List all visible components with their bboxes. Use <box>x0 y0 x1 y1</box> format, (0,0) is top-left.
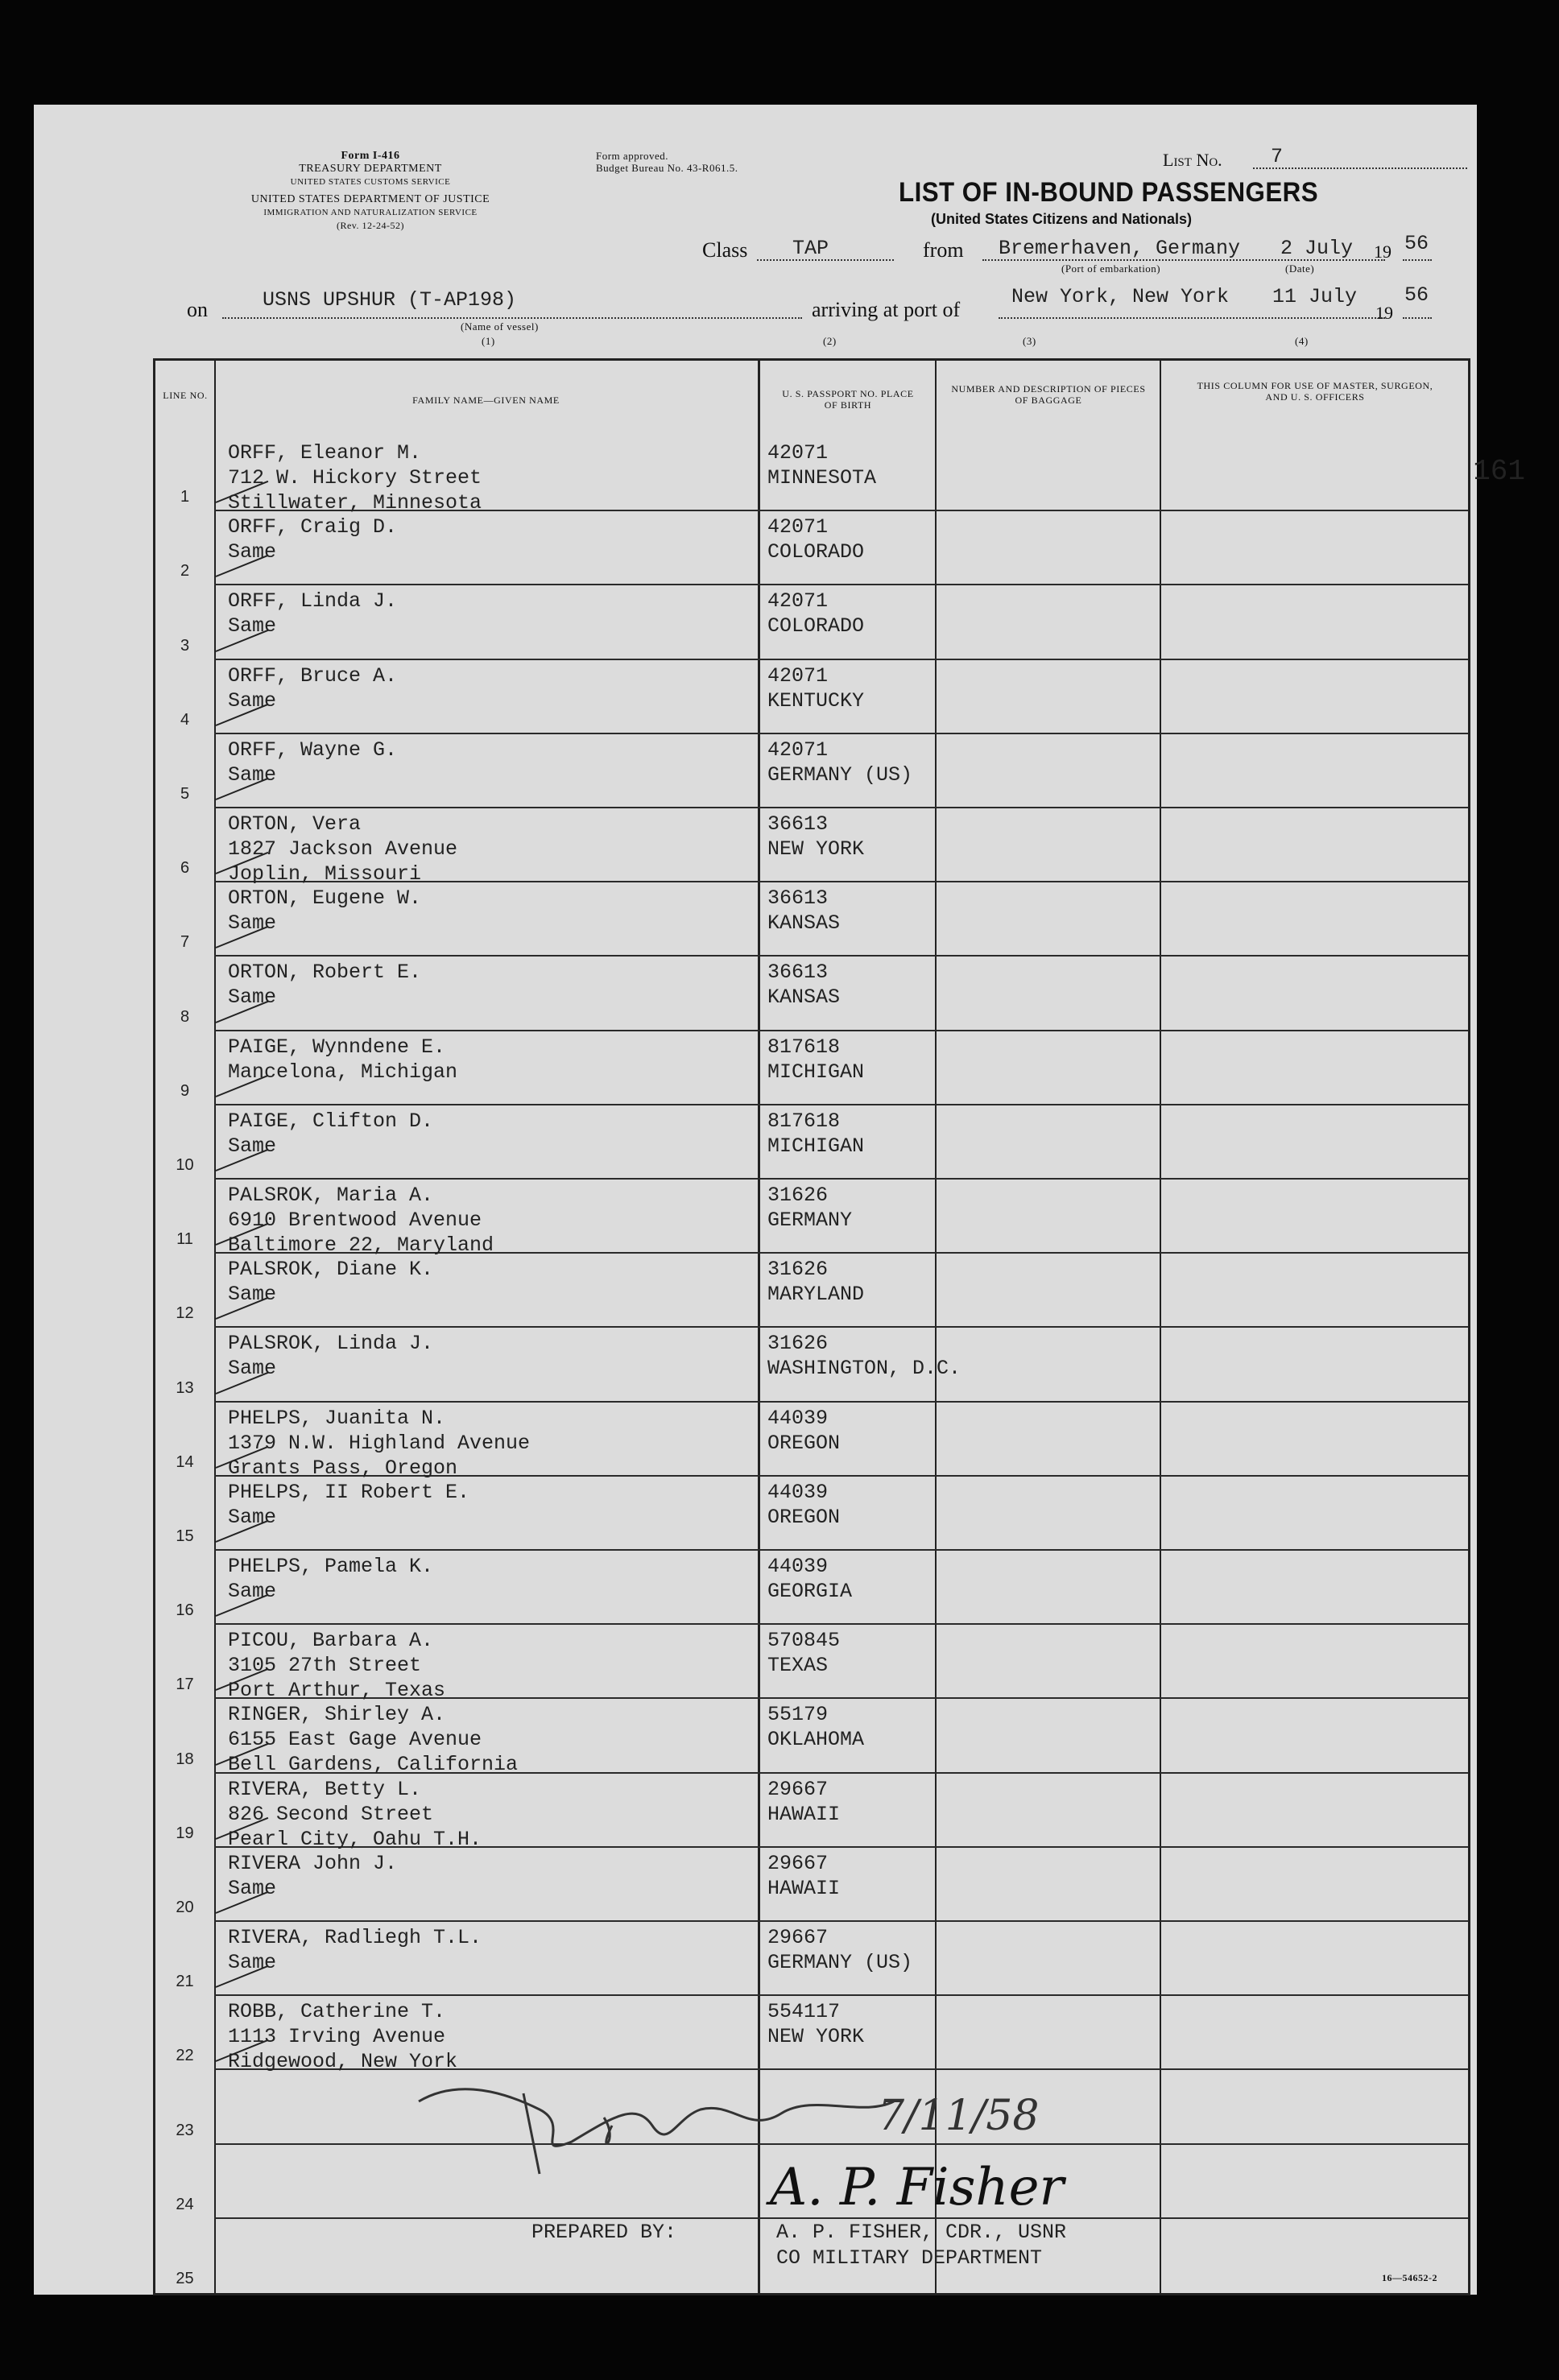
line-number: 7 <box>180 933 190 952</box>
table-row <box>155 1254 1468 1328</box>
vessel-caption: (Name of vessel) <box>461 320 539 333</box>
passenger-name: PALSROK, Diane K. <box>228 1258 434 1282</box>
table-row <box>155 882 1468 957</box>
passenger-name: RIVERA, Radliegh T.L. <box>228 1926 482 1949</box>
passenger-name-address <box>228 1406 530 1481</box>
table-row <box>155 1403 1468 1480</box>
passport-number: 36613 <box>767 812 829 836</box>
place-of-birth: MICHIGAN <box>767 1060 865 1084</box>
place-of-birth: GERMANY (US) <box>767 1951 913 1974</box>
list-number: 7 <box>1271 145 1284 168</box>
passport-birth <box>767 1925 912 1975</box>
passenger-name: ORTON, Robert E. <box>228 961 422 985</box>
passenger-name-address <box>228 886 421 936</box>
table-row <box>155 437 1468 514</box>
passport-number: 29667 <box>767 1777 829 1801</box>
preparer-signature <box>762 2148 1065 2221</box>
place-of-birth: TEXAS <box>767 1654 829 1678</box>
line-number: 12 <box>176 1304 194 1323</box>
passport-number: 31626 <box>767 1258 829 1282</box>
passport-birth <box>767 1257 864 1307</box>
list-number-label: List No. <box>1163 150 1222 170</box>
passenger-name-address <box>228 1851 397 1901</box>
passenger-name-address <box>228 1777 482 1852</box>
passenger-address-line: Same <box>228 1283 277 1307</box>
arrival-year-prefix: 19 <box>1375 303 1393 323</box>
line-number: 11 <box>176 1230 193 1249</box>
form-header-agency <box>177 150 564 232</box>
place-of-birth: WASHINGTON, D.C. <box>767 1357 961 1381</box>
passport-birth <box>767 1183 852 1233</box>
class-label: Class <box>702 238 748 262</box>
passenger-address-line: Same <box>228 1505 277 1529</box>
agency-customs: UNITED STATES CUSTOMS SERVICE <box>290 177 451 187</box>
passenger-address-line: Stillwater, Minnesota <box>228 491 482 514</box>
form-title: LIST OF IN-BOUND PASSENGERS <box>899 177 1319 208</box>
passport-birth <box>767 1035 864 1085</box>
passenger-name-address <box>228 589 397 638</box>
place-of-birth: HAWAII <box>767 1802 841 1826</box>
form-approved: Form approved. <box>596 150 669 162</box>
table-row <box>155 957 1468 1031</box>
page-number: 161 <box>1473 455 1525 488</box>
place-of-birth: COLORADO <box>767 540 865 564</box>
passenger-name: ORFF, Bruce A. <box>228 663 398 688</box>
passport-number: 42071 <box>767 441 829 465</box>
line-number: 22 <box>176 2047 194 2065</box>
line-number: 9 <box>180 1081 190 1100</box>
caption-4: (4) <box>1295 335 1309 347</box>
prepared-by-label: PREPARED BY: <box>531 2221 677 2244</box>
place-of-birth: KENTUCKY <box>767 688 865 713</box>
passenger-table <box>153 358 1470 2295</box>
passenger-address-line: Ridgewood, New York <box>228 2050 458 2074</box>
passenger-name-address <box>228 440 482 515</box>
line-number: 25 <box>176 2269 194 2287</box>
year-line <box>1403 259 1432 261</box>
place-of-birth: MINNESOTA <box>767 466 877 490</box>
table-row <box>155 1848 1468 1922</box>
passenger-address-line: 3105 27th Street <box>228 1654 422 1678</box>
passenger-address-line: Grants Pass, Oregon <box>228 1456 458 1480</box>
passenger-name-address <box>228 738 397 787</box>
passenger-name-address <box>228 1999 457 2074</box>
table-row <box>155 1551 1468 1625</box>
passport-number: 44039 <box>767 1406 829 1430</box>
table-row <box>155 1180 1468 1257</box>
table-row <box>155 1031 1468 1105</box>
passenger-address-line: Same <box>228 762 277 787</box>
passport-birth <box>767 1999 864 2049</box>
passenger-name-address <box>228 514 397 564</box>
passenger-address-line: 1827 Jackson Avenue <box>228 837 458 861</box>
table-row <box>155 808 1468 886</box>
place-of-birth: NEW YORK <box>767 837 865 861</box>
date-caption: (Date) <box>1285 262 1315 275</box>
passport-birth <box>767 663 864 713</box>
arrival-year: 56 <box>1404 283 1429 307</box>
passenger-address-line: Same <box>228 1580 277 1603</box>
passenger-name-address <box>228 1109 433 1159</box>
passenger-address-line: Mancelona, Michigan <box>228 1060 458 1084</box>
table-row <box>155 1699 1468 1777</box>
place-of-birth: OKLAHOMA <box>767 1728 865 1752</box>
passenger-name: ORFF, Wayne G. <box>228 738 398 762</box>
passenger-address-line: Same <box>228 540 277 564</box>
passport-number: 31626 <box>767 1332 829 1356</box>
passenger-name: ORFF, Eleanor M. <box>228 441 422 465</box>
passenger-name: ORTON, Eugene W. <box>228 886 422 911</box>
passenger-address-line: 712 W. Hickory Street <box>228 466 482 490</box>
passport-birth <box>767 1702 864 1752</box>
passenger-name: ORFF, Craig D. <box>228 515 398 539</box>
passenger-address-line: 6155 East Gage Avenue <box>228 1728 482 1752</box>
line-number: 6 <box>180 859 190 878</box>
place-of-birth: KANSAS <box>767 985 841 1010</box>
table-row <box>155 1625 1468 1703</box>
line-number: 14 <box>176 1452 194 1471</box>
passenger-address-line: 6910 Brentwood Avenue <box>228 1209 482 1232</box>
passport-number: 817618 <box>767 1035 841 1059</box>
passport-number: 42071 <box>767 515 829 539</box>
agency-treasury: TREASURY DEPARTMENT <box>299 163 442 175</box>
budget-bureau: Budget Bureau No. 43-R061.5. <box>596 162 738 174</box>
passenger-name: PHELPS, II Robert E. <box>228 1480 470 1504</box>
passport-number: 29667 <box>767 1926 829 1949</box>
table-row <box>155 734 1468 808</box>
passenger-address-line: Same <box>228 1357 277 1381</box>
passport-birth <box>767 1554 852 1604</box>
line-number: 5 <box>180 784 190 803</box>
preparer-signature-text: A. P. Fisher <box>770 2158 1065 2217</box>
table-row <box>155 1922 1468 1996</box>
passenger-name-address <box>228 1628 445 1703</box>
form-subtitle: (United States Citizens and Nationals) <box>931 211 1193 227</box>
passport-number: 36613 <box>767 961 829 985</box>
passport-birth <box>767 1628 840 1678</box>
passenger-name-address <box>228 960 421 1010</box>
passenger-name-address <box>228 1257 433 1307</box>
place-of-birth: HAWAII <box>767 1876 841 1900</box>
agency-ins: IMMIGRATION AND NATURALIZATION SERVICE <box>263 208 478 217</box>
passenger-address-line: Same <box>228 688 277 713</box>
table-row <box>155 660 1468 734</box>
passenger-name: ORFF, Linda J. <box>228 589 398 614</box>
passenger-name: ORTON, Vera <box>228 812 362 836</box>
table-row <box>155 511 1468 585</box>
passport-number: 44039 <box>767 1555 829 1578</box>
passport-birth <box>767 1777 840 1827</box>
passenger-address-line: Same <box>228 1876 277 1900</box>
line-number: 8 <box>180 1007 190 1026</box>
passenger-address-line: Same <box>228 911 277 936</box>
passenger-name: PHELPS, Pamela K. <box>228 1555 434 1578</box>
passport-birth <box>767 1851 840 1901</box>
line-number: 23 <box>176 2121 194 2139</box>
preparer-title: CO MILITARY DEPARTMENT <box>776 2246 1043 2270</box>
passport-birth <box>767 960 840 1010</box>
table-row <box>155 1477 1468 1551</box>
line-number: 19 <box>176 1824 194 1842</box>
line-number: 1 <box>180 488 190 506</box>
passenger-address-line: Baltimore 22, Maryland <box>228 1233 494 1257</box>
embarkation-caption: (Port of embarkation) <box>1061 262 1161 275</box>
passport-number: 570845 <box>767 1629 841 1653</box>
passport-number: 29667 <box>767 1851 829 1875</box>
embarkation-year: 56 <box>1404 232 1429 255</box>
passenger-address-line: Joplin, Missouri <box>228 862 422 886</box>
table-row <box>155 1774 1468 1851</box>
passenger-address-line: Pearl City, Oahu T.H. <box>228 1827 482 1851</box>
passenger-name: PICOU, Barbara A. <box>228 1629 434 1653</box>
place-of-birth: GEORGIA <box>767 1580 853 1603</box>
passport-birth <box>767 1109 864 1159</box>
passport-number: 42071 <box>767 589 829 614</box>
place-of-birth: GERMANY (US) <box>767 762 913 787</box>
passenger-address-line: 1113 Irving Avenue <box>228 2025 446 2049</box>
arrival-date: 11 July <box>1272 285 1358 308</box>
passenger-name-address <box>228 1183 494 1258</box>
passenger-name-address <box>228 1035 457 1085</box>
embarkation-date: 2 July <box>1280 237 1354 260</box>
place-of-birth: GERMANY <box>767 1209 853 1232</box>
list-number-line <box>1253 167 1467 169</box>
passenger-address-line: Port Arthur, Texas <box>228 1679 446 1703</box>
passenger-name-address <box>228 1925 482 1975</box>
on-label: on <box>187 298 208 321</box>
passenger-name: ROBB, Catherine T. <box>228 2000 446 2024</box>
passport-number: 36613 <box>767 886 829 911</box>
passport-birth <box>767 886 840 936</box>
handwritten-date: 7/11/58 <box>878 2092 1040 2140</box>
arrival-line <box>999 317 1385 319</box>
column-header-officers: THIS COLUMN FOR USE OF MASTER, SURGEON, AND U. S. OFFICERS <box>1197 380 1433 403</box>
arrival-port: New York, New York <box>1011 285 1230 308</box>
class-value: TAP <box>792 237 829 260</box>
passenger-name: PALSROK, Maria A. <box>228 1184 434 1207</box>
passport-number: 42071 <box>767 738 829 762</box>
place-of-birth: COLORADO <box>767 614 865 638</box>
passport-number: 44039 <box>767 1480 829 1504</box>
passport-number: 42071 <box>767 663 829 688</box>
passport-birth <box>767 514 864 564</box>
passenger-name-address <box>228 1554 433 1604</box>
preparer-name: A. P. FISHER, CDR., USNR <box>776 2221 1067 2244</box>
passenger-name-address <box>228 1702 518 1777</box>
passport-birth <box>767 1331 961 1381</box>
budget-approval <box>596 150 738 174</box>
caption-2: (2) <box>823 335 837 347</box>
passenger-name-address <box>228 1480 469 1530</box>
table-row <box>155 1328 1468 1402</box>
line-number: 21 <box>176 1973 194 1991</box>
place-of-birth: NEW YORK <box>767 2025 865 2049</box>
passenger-address-line: 1379 N.W. Highland Avenue <box>228 1431 531 1455</box>
column-header-line-no: LINE NO. <box>163 390 208 401</box>
passenger-name-address <box>228 663 397 713</box>
passenger-name-address <box>228 1331 433 1381</box>
passport-birth <box>767 440 876 490</box>
line-number: 4 <box>180 710 190 729</box>
line-number: 13 <box>176 1378 194 1397</box>
arriving-label: arriving at port of <box>812 298 961 321</box>
place-of-birth: OREGON <box>767 1505 841 1529</box>
embarkation-year-prefix: 19 <box>1374 242 1392 262</box>
passport-birth <box>767 589 864 638</box>
vessel-line <box>222 317 802 319</box>
passenger-address-line: 826 Second Street <box>228 1802 434 1826</box>
passenger-name: RIVERA John J. <box>228 1851 398 1875</box>
passport-birth <box>767 812 864 862</box>
passport-number: 55179 <box>767 1703 829 1727</box>
column-header-baggage: NUMBER AND DESCRIPTION OF PIECES OF BAGGAGE <box>951 383 1146 406</box>
passport-birth <box>767 738 912 787</box>
footer-code: 16—54652-2 <box>1382 2272 1437 2283</box>
passenger-address-line: Same <box>228 1951 277 1974</box>
passport-birth <box>767 1480 840 1530</box>
place-of-birth: OREGON <box>767 1431 841 1455</box>
passenger-name: PAIGE, Wynndene E. <box>228 1035 446 1059</box>
passenger-address-line: Same <box>228 1134 277 1158</box>
passenger-name: PAIGE, Clifton D. <box>228 1109 434 1133</box>
place-of-birth: KANSAS <box>767 911 841 936</box>
form-number: Form I-416 <box>341 150 400 162</box>
table-row <box>155 1105 1468 1180</box>
line-number: 24 <box>176 2195 194 2213</box>
place-of-birth: MICHIGAN <box>767 1134 865 1158</box>
line-number: 20 <box>176 1898 194 1916</box>
column-header-passport: U. S. PASSPORT NO. PLACE OF BIRTH <box>782 388 914 411</box>
table-row <box>155 585 1468 659</box>
passport-number: 554117 <box>767 2000 841 2024</box>
line-number: 10 <box>176 1155 194 1174</box>
passenger-name: RIVERA, Betty L. <box>228 1777 422 1801</box>
embarkation-port: Bremerhaven, Germany <box>999 237 1241 260</box>
agency-justice: UNITED STATES DEPARTMENT OF JUSTICE <box>250 193 490 205</box>
passport-number: 817618 <box>767 1109 841 1133</box>
place-of-birth: MARYLAND <box>767 1283 865 1307</box>
passenger-address-line: Bell Gardens, California <box>228 1753 519 1777</box>
from-label: from <box>923 238 964 262</box>
form-revision: (Rev. 12-24-52) <box>336 220 405 231</box>
passenger-name: PALSROK, Linda J. <box>228 1332 434 1356</box>
column-header-name: FAMILY NAME—GIVEN NAME <box>412 395 560 406</box>
passenger-name: RINGER, Shirley A. <box>228 1703 446 1727</box>
line-number: 15 <box>176 1527 194 1545</box>
passenger-name-address <box>228 812 457 886</box>
arrival-year-line <box>1403 317 1432 319</box>
line-number: 16 <box>176 1601 194 1620</box>
vessel-name: USNS UPSHUR (T-AP198) <box>263 288 517 312</box>
passenger-address-line: Same <box>228 614 277 638</box>
caption-3: (3) <box>1023 335 1036 347</box>
line-number: 2 <box>180 562 190 581</box>
passenger-address-line: Same <box>228 985 277 1010</box>
passport-number: 31626 <box>767 1184 829 1207</box>
line-number: 17 <box>176 1676 194 1694</box>
line-number: 18 <box>176 1750 194 1768</box>
caption-1: (1) <box>482 335 495 347</box>
passport-birth <box>767 1406 840 1456</box>
passenger-name: PHELPS, Juanita N. <box>228 1406 446 1430</box>
line-number: 3 <box>180 636 190 655</box>
table-row <box>155 1996 1468 2074</box>
